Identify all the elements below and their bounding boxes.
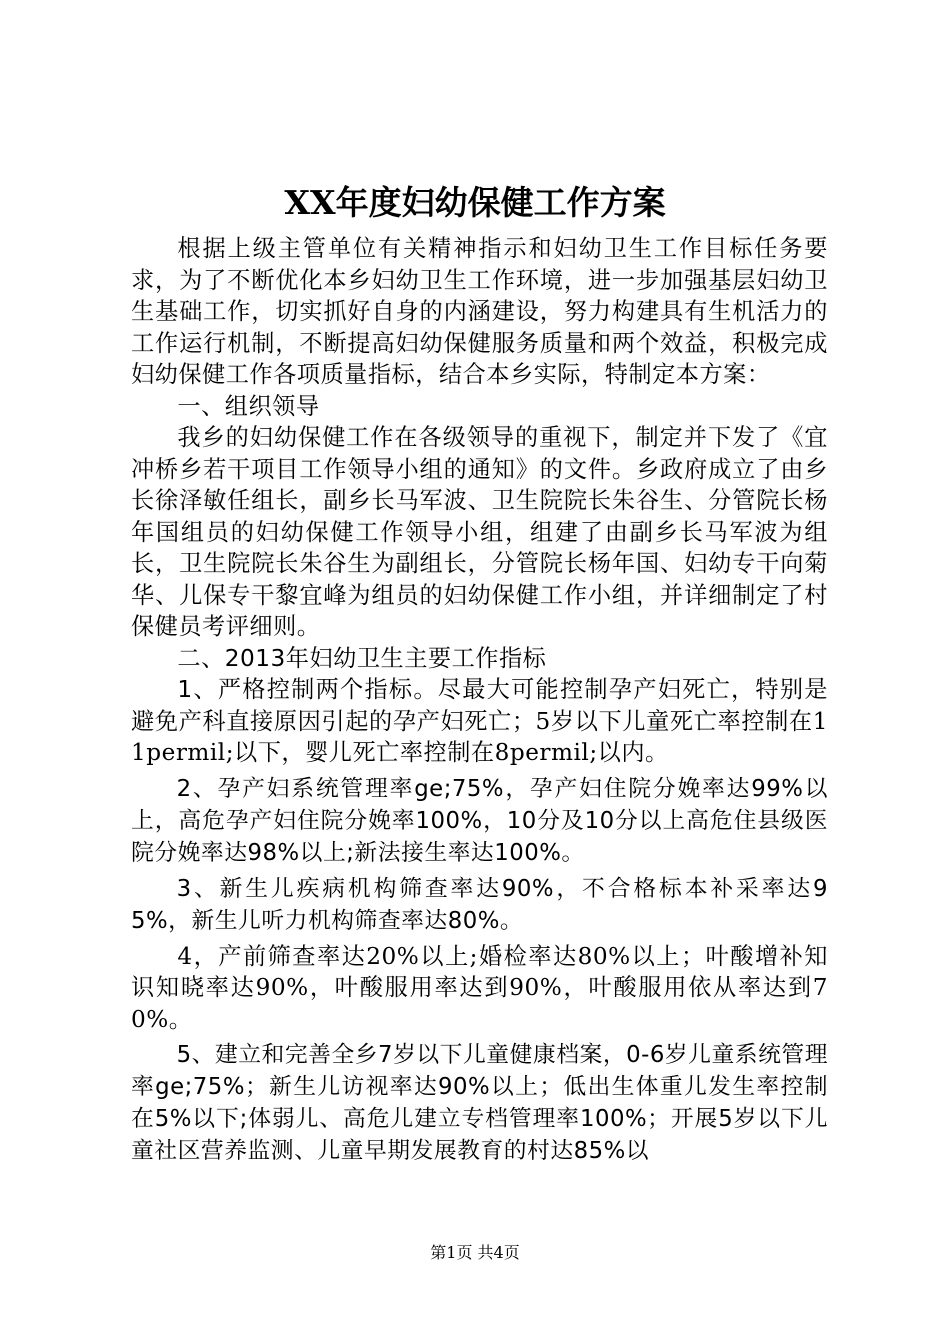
section-2-heading: 二、2013年妇幼卫生主要工作指标 (177, 644, 547, 672)
intro-paragraph: 根据上级主管单位有关精神指示和妇幼卫生工作目标任务要求，为了不断优化本乡妇幼卫生工作环境，进一步加强基层妇幼卫生基础工作，切实抓好自身的内涵建设，努力构建具有生机活力的工作运行机制，不断提高妇幼保健服务质量和两个效益，积极完成妇幼保健工作各项质量指标，结合本乡实际，特制定本方案： (131, 235, 828, 388)
document-title: XX年度妇幼保健工作方案 (284, 183, 666, 222)
page-footer: 第1页 共4页 (430, 1243, 520, 1262)
indicator-item-3: 3、新生儿疾病机构筛查率达90%，不合格标本补采率达95%，新生儿听力机构筛查率达80%。 (131, 875, 828, 934)
indicator-item-1 (131, 674, 828, 769)
indicator-item-4: 4，产前筛查率达20%以上;婚检率达80%以上；叶酸增补知识知晓率达90%，叶酸服用率达到90%，叶酸服用依从率达到70%。 (131, 942, 828, 1033)
indicator-item-5: 5、建立和完善全乡7岁以下儿童健康档案，0-6岁儿童系统管理率ge;75%；新生儿访视率达90%以上；低出生体重儿发生率控制在5%以下;体弱儿、高危儿建立专档管理率100%；开展5岁以下儿童社区营养监测、儿童早期发展教育的村达85%以 (131, 1042, 828, 1164)
indicator-item-2: 2、孕产妇系统管理率ge;75%，孕产妇住院分娩率达99%以上，高危孕产妇住院分娩率100%，10分及10分以上高危住县级医院分娩率达98%以上;新法接生率达100%。 (131, 775, 828, 866)
indicator-item-1-body: 尽最大可能控制孕产妇死亡，特别是避免产科直接原因引起的孕产妇死亡；5岁以下儿童死亡率控制在11permil;以下，婴儿死亡率控制在8permil;以内。 (131, 676, 828, 766)
document-body (131, 233, 828, 1167)
indicator-item-1-lead: 1、严格控制两个指标。 (177, 676, 438, 703)
section-1-heading: 一、组织领导 (177, 392, 320, 420)
section-1-paragraph: 我乡的妇幼保健工作在各级领导的重视下，制定并下发了《宜冲桥乡若干项目工作领导小组的通知》的文件。乡政府成立了由乡长徐泽敏任组长，副乡长马军波、卫生院院长朱谷生、分管院长杨年国组员的妇幼保健工作领导小组，组建了由副乡长马军波为组长，卫生院院长朱谷生为副组长，分管院长杨年国、妇幼专干向菊华、儿保专干黎宜峰为组员的妇幼保健工作小组，并详细制定了村保健员考评细则。 (131, 424, 828, 640)
